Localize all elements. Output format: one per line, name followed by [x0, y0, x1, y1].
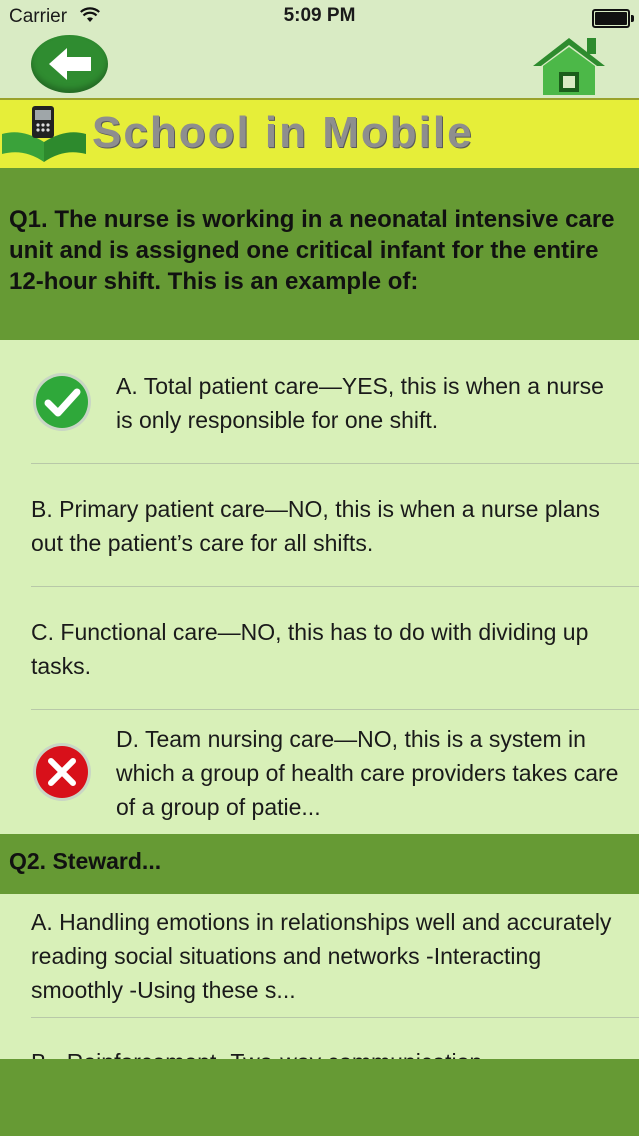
question-text: Q1. The nurse is working in a neonatal intensive care unit and is assigned one critical infant for the entire 12-hour shift. This is an example of: — [9, 206, 615, 295]
battery-icon — [592, 9, 630, 28]
home-icon — [529, 34, 609, 96]
bottom-bar — [0, 1059, 639, 1136]
option-text: D. Team nursing care—NO, this is a system in which a group of health care providers takes care of a group of patie... — [116, 726, 619, 820]
home-button[interactable] — [529, 34, 609, 101]
correct-check-icon — [31, 371, 93, 433]
option-text: C. Functional care—NO, this has to do with dividing up tasks. — [31, 619, 589, 679]
option-text: A. Handling emotions in relationships well and accurately reading social situations and networks -Interacting smoothly -Using these s... — [31, 909, 612, 1003]
clock: 5:09 PM — [283, 5, 356, 26]
brand-title: School in Mobile — [92, 108, 474, 157]
option-text: B. Primary patient care—NO, this is when a nurse plans out the patient’s care for all shifts. — [31, 496, 600, 556]
answer-option[interactable] — [0, 710, 639, 834]
top-navigation — [0, 34, 639, 98]
answer-option[interactable] — [0, 1018, 639, 1059]
question-text: Q2. Steward... — [9, 848, 162, 874]
answer-option[interactable] — [0, 587, 639, 709]
answer-option[interactable] — [0, 464, 639, 586]
brand-banner — [0, 98, 639, 170]
mobile-book-logo-icon — [0, 102, 92, 164]
answer-option[interactable] — [0, 894, 639, 1017]
carrier-label: Carrier — [9, 6, 68, 27]
incorrect-x-icon — [31, 741, 93, 803]
question-header — [0, 168, 639, 340]
status-bar — [0, 0, 639, 34]
question-header — [0, 834, 639, 894]
back-arrow-icon — [47, 46, 93, 82]
option-text: A. Total patient care—YES, this is when a nurse is only responsible for one shift. — [116, 373, 604, 433]
answer-option[interactable] — [0, 340, 639, 463]
back-button[interactable] — [31, 35, 108, 93]
